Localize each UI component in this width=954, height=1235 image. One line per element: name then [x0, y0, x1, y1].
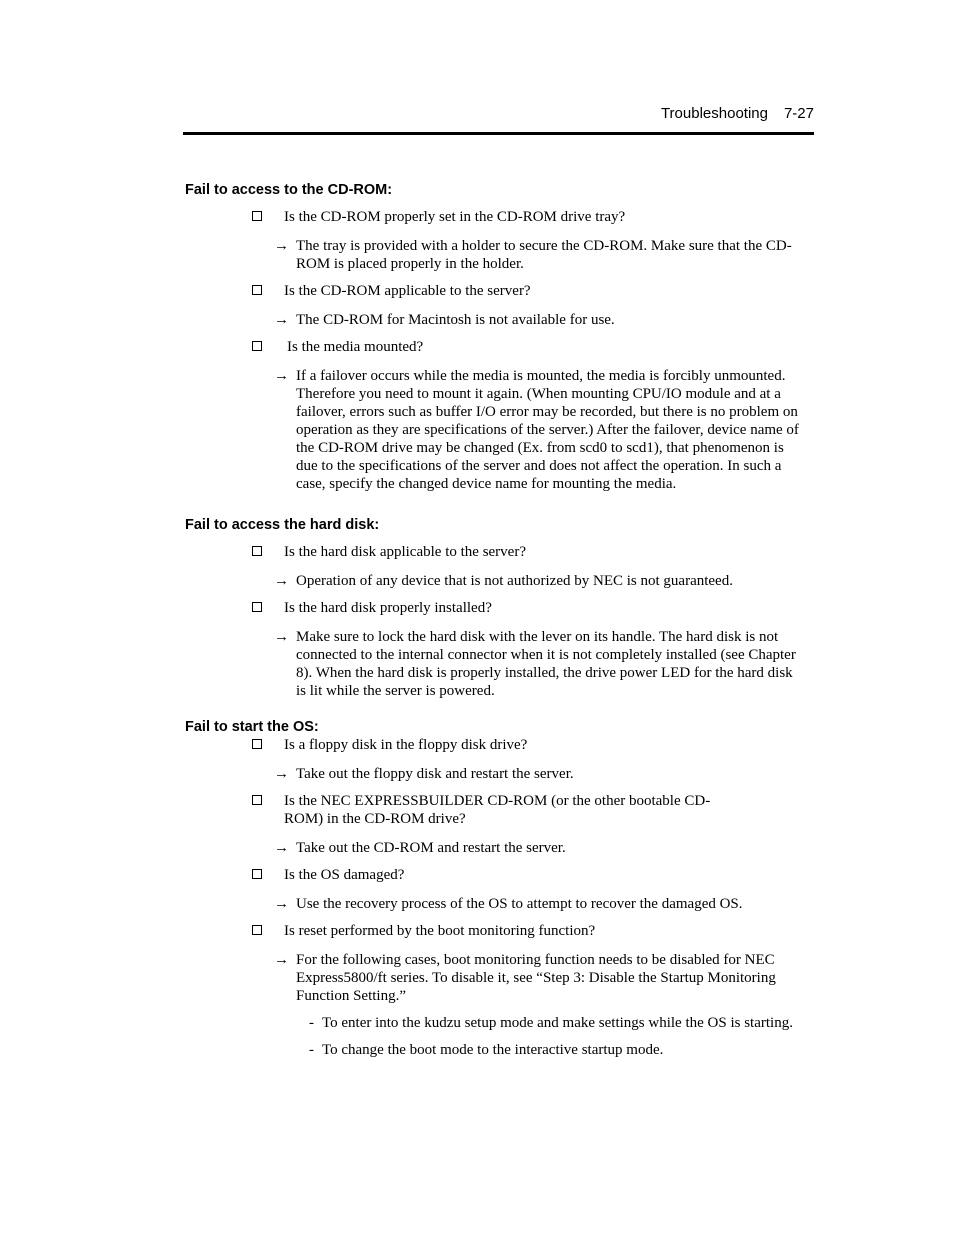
dash-text: To change the boot mode to the interactive startup mode.	[322, 1042, 664, 1058]
answer-item	[185, 765, 806, 783]
answer-item	[185, 572, 806, 590]
question-text: Is the CD-ROM applicable to the server?	[284, 283, 531, 299]
question-item	[185, 866, 815, 884]
arrow-right-icon: →	[274, 896, 289, 912]
checkbox-square-icon	[252, 795, 262, 805]
arrow-right-icon: →	[274, 766, 289, 782]
question-text: Is the hard disk properly installed?	[284, 600, 492, 616]
section-title-start-os: Fail to start the OS:	[185, 719, 319, 735]
arrow-right-icon: →	[274, 840, 289, 856]
answer-item	[185, 367, 806, 493]
question-item	[185, 543, 815, 561]
checkbox-square-icon	[252, 869, 262, 879]
question-text: Is the hard disk applicable to the server?	[284, 544, 526, 560]
header-page-number: 7-27	[783, 105, 814, 122]
section-title-cdrom: Fail to access to the CD-ROM:	[185, 182, 393, 198]
answer-text: The tray is provided with a holder to secure the CD-ROM. Make sure that the CD-ROM is placed properly in the holder.	[296, 238, 792, 272]
question-item	[185, 922, 815, 940]
question-text: Is a floppy disk in the floppy disk drive?	[284, 737, 528, 753]
answer-item	[185, 311, 806, 329]
answer-text: Make sure to lock the hard disk with the lever on its handle. The hard disk is not connected to the internal connector when it is not completely installed (see Chapter 8). When the hard disk is properly installed, the drive power LED for the hard disk is lit while the server is powered.	[296, 629, 796, 699]
arrow-right-icon: →	[274, 238, 289, 254]
answer-item	[185, 237, 806, 273]
question-text: Is the CD-ROM properly set in the CD-ROM drive tray?	[284, 209, 626, 225]
dash-bullet: -	[309, 1042, 314, 1058]
answer-item	[185, 839, 806, 857]
answer-text: Take out the floppy disk and restart the server.	[296, 766, 574, 782]
section-title-hard-disk: Fail to access the hard disk:	[185, 517, 380, 533]
dash-item	[185, 1041, 812, 1059]
answer-text: Use the recovery process of the OS to attempt to recover the damaged OS.	[296, 896, 743, 912]
checkbox-square-icon	[252, 341, 262, 351]
answer-item	[185, 628, 806, 700]
header-text	[661, 105, 814, 122]
question-item	[185, 599, 815, 617]
arrow-right-icon: →	[274, 368, 289, 384]
checkbox-square-icon	[252, 285, 262, 295]
answer-text: Operation of any device that is not authorized by NEC is not guaranteed.	[296, 573, 733, 589]
question-item	[185, 282, 815, 300]
answer-item	[185, 951, 806, 1005]
header-section: Troubleshooting	[660, 105, 768, 122]
page-header	[183, 105, 814, 135]
question-item	[185, 338, 815, 356]
page-content	[185, 181, 815, 1059]
arrow-right-icon: →	[274, 573, 289, 589]
arrow-right-icon: →	[274, 312, 289, 328]
question-item	[185, 736, 815, 754]
question-text: Is the NEC EXPRESSBUILDER CD-ROM (or the other bootable CD-ROM) in the CD-ROM drive?	[284, 793, 711, 827]
question-text: Is the media mounted?	[287, 339, 424, 355]
dash-text: To enter into the kudzu setup mode and make settings while the OS is starting.	[322, 1015, 793, 1031]
checkbox-square-icon	[252, 739, 262, 749]
answer-text: Take out the CD-ROM and restart the server.	[296, 840, 566, 856]
question-item	[185, 208, 815, 226]
answer-text: The CD-ROM for Macintosh is not available for use.	[296, 312, 615, 328]
checkbox-square-icon	[252, 602, 262, 612]
question-item	[185, 792, 714, 828]
checkbox-square-icon	[252, 546, 262, 556]
dash-bullet: -	[309, 1015, 314, 1031]
arrow-right-icon: →	[274, 629, 289, 645]
answer-text: For the following cases, boot monitoring function needs to be disabled for NEC Express5800/ft series. To disable it, see “Step 3: Disable the Startup Monitoring Function Setting.”	[296, 952, 776, 1004]
question-text: Is the OS damaged?	[284, 867, 405, 883]
arrow-right-icon: →	[274, 952, 289, 968]
answer-text: If a failover occurs while the media is mounted, the media is forcibly unmounted. Therefore you need to mount it again. (When mounting CPU/IO module and at a failover, errors such as buffer I/O error may be recorded, but there is no problem on operation as they are specifications of the server.) After the failover, device name of the CD-ROM drive may be changed (Ex. from scd0 to scd1), that phenomenon is due to the specifications of the server and does not affect the operation. In such a case, specify the changed device name for mounting the media.	[296, 368, 799, 492]
checkbox-square-icon	[252, 211, 262, 221]
answer-item	[185, 895, 806, 913]
question-text: Is reset performed by the boot monitoring function?	[284, 923, 596, 939]
checkbox-square-icon	[252, 925, 262, 935]
dash-item	[185, 1014, 812, 1032]
